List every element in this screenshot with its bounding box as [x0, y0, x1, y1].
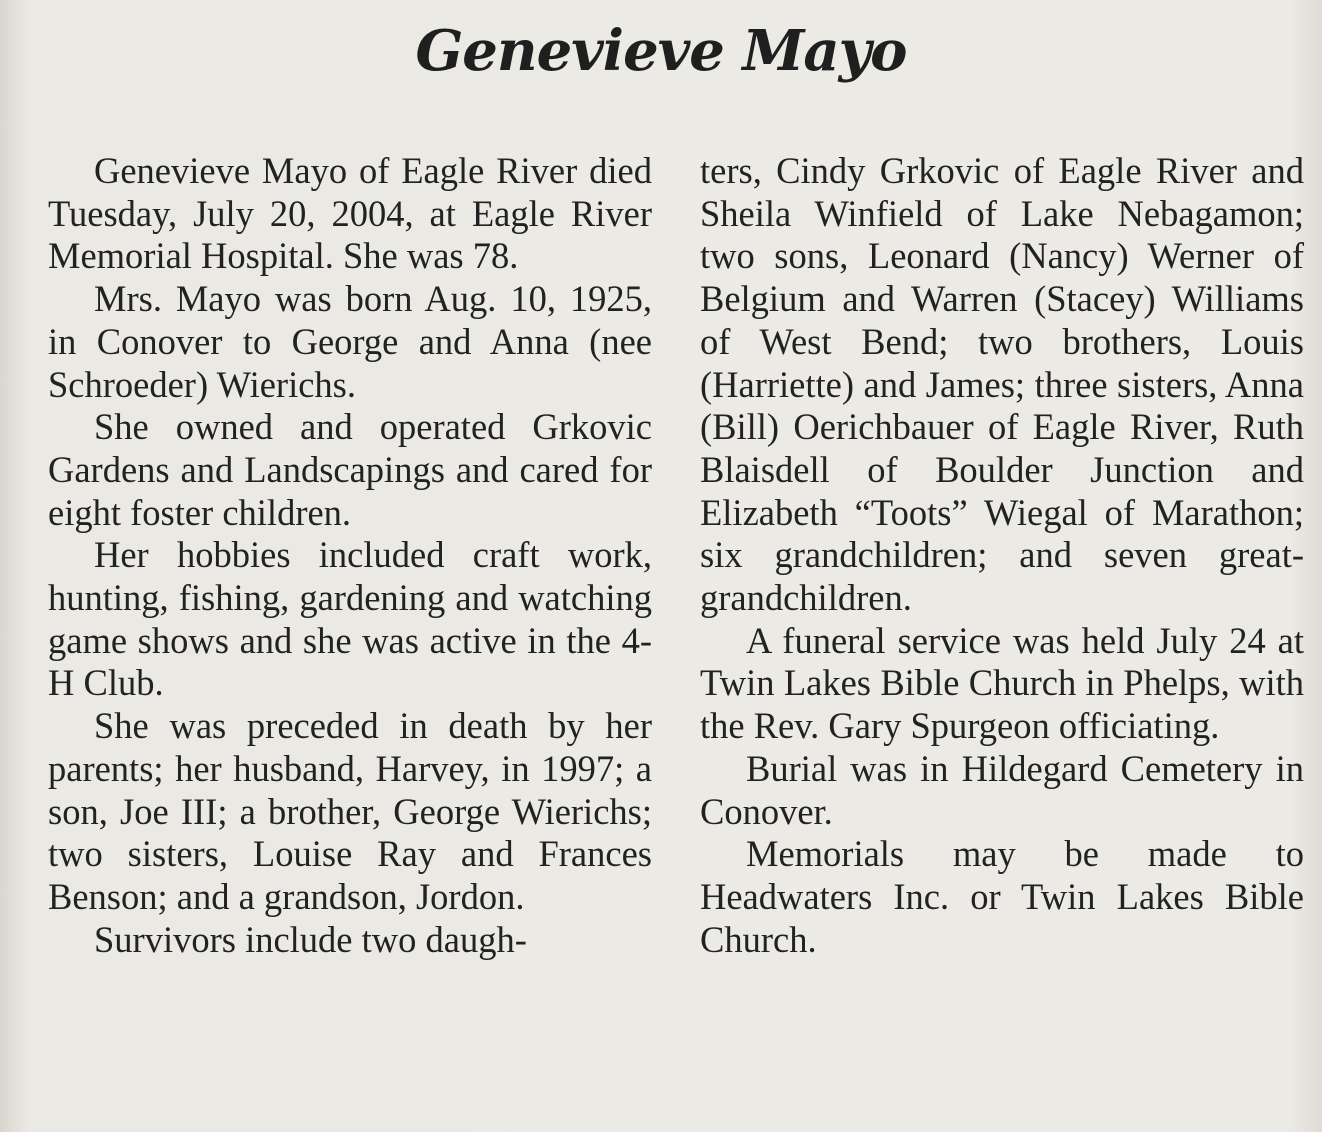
paragraph-memorials: Memorials may be made to Headwaters Inc. or Twin Lakes Bible Church. — [700, 833, 1304, 960]
left-column — [48, 150, 652, 961]
paragraph-funeral-service: A funeral service was held July 24 at Twin Lakes Bible Church in Phelps, with the Rev. Gary Spurgeon officiating. — [700, 619, 1304, 747]
paragraph-survivors-continued: ters, Cindy Grkovic of Eagle River and Sheila Winfield of Lake Nebagamon; two sons, Leonard (Nancy) Werner of Belgium and Warren (Stacey) Williams of West Bend; two brothers, Louis (Harriette) and James; three sisters, Anna (Bill) Oerichbauer of Eagle River, Ruth Blaisdell of Boulder Junction and Elizabeth “Toots” Wiegal of Marathon; six grandchildren; and seven great-grandchildren. — [700, 150, 1304, 619]
headline: Genevieve Mayo — [415, 18, 907, 84]
right-column — [700, 150, 1304, 961]
paragraph-survivors-start: Survivors include two daugh- — [94, 918, 527, 960]
paragraph-burial: Burial was in Hildegard Cemetery in Conover. — [700, 747, 1304, 832]
paragraph-birth: Mrs. Mayo was born Aug. 10, 1925, in Conover to George and Anna (nee Schroeder) Wierichs. — [48, 278, 652, 405]
paragraph-hobbies: Her hobbies included craft work, hunting, fishing, gardening and watching game shows and she was active in the 4-H Club. — [48, 534, 652, 704]
paragraph-business: She owned and operated Grkovic Gardens and Landscapings and cared for eight foster children. — [48, 406, 652, 533]
paragraph-preceded-in-death: She was preceded in death by her parents; her husband, Harvey, in 1997; a son, Joe III; a brother, George Wierichs; two sisters, Louise Ray and Frances Benson; and a grandson, Jordon. — [48, 705, 652, 917]
paragraph-death-notice: Genevieve Mayo of Eagle River died Tuesday, July 20, 2004, at Eagle River Memorial Hospital. She was 78. — [48, 150, 652, 277]
